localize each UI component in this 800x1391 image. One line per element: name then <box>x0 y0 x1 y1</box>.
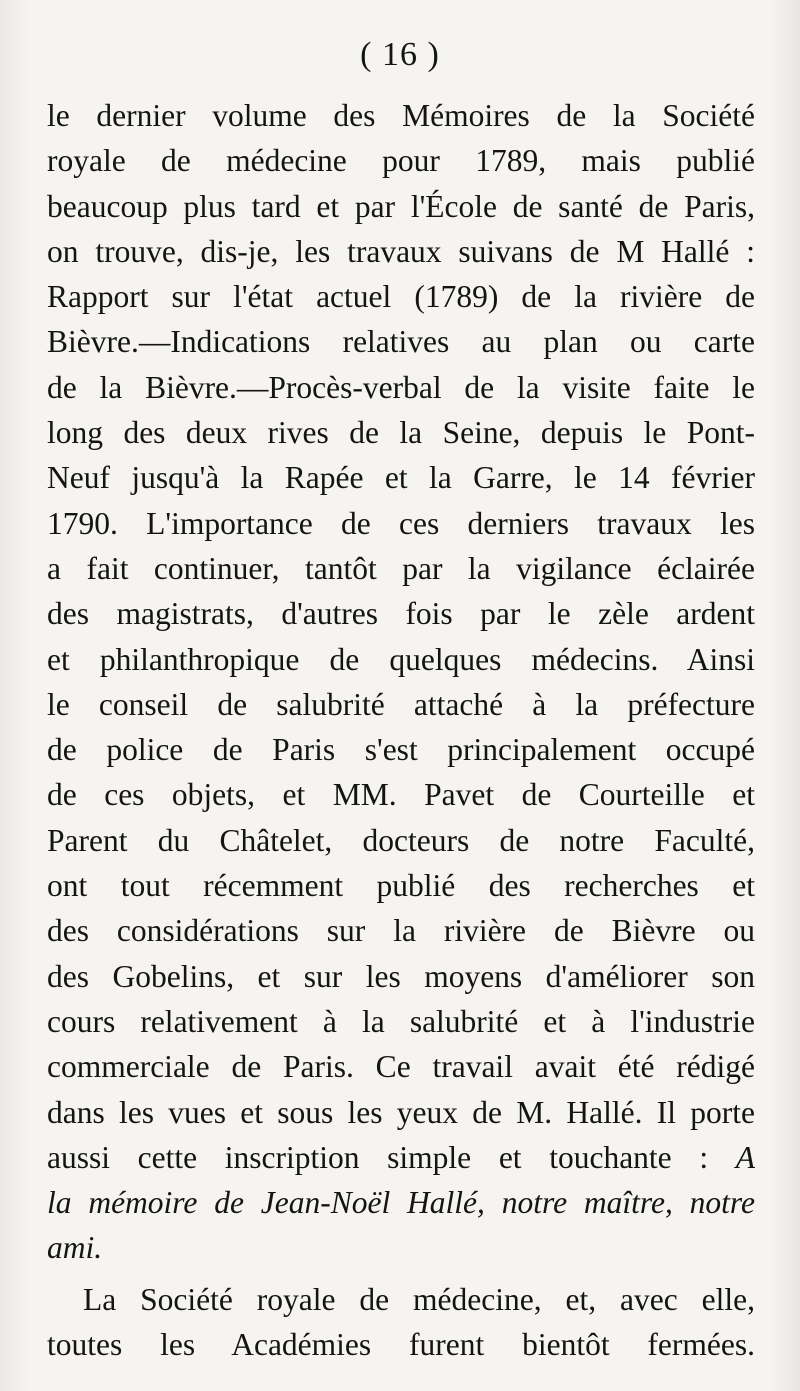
text-line: de police de Paris s'est principalement occupé <box>47 732 755 768</box>
text-line: on trouve, dis-je, les travaux suivans de M Hallé : <box>47 233 755 269</box>
text-line: a fait continuer, tantôt par la vigilance éclairée <box>47 550 755 586</box>
text-line: royale de médecine pour 1789, mais publié <box>47 143 755 179</box>
text-line: beaucoup plus tard et par l'École de santé de Paris, <box>47 188 755 224</box>
text-line: Bièvre.—Indications relatives au plan ou carte <box>47 324 755 360</box>
text-line: Neuf jusqu'à la Rapée et la Garre, le 14 février <box>47 460 755 496</box>
text-line: des magistrats, d'autres fois par le zèle ardent <box>47 596 755 632</box>
paragraph-1 <box>47 93 755 1271</box>
text-line: long des deux rives de la Seine, depuis le Pont- <box>47 415 755 451</box>
text-line: dans les vues et sous les yeux de M. Hallé. Il porte <box>47 1094 755 1130</box>
text-line: le conseil de salubrité attaché à la préfecture <box>47 686 755 722</box>
text-line: ont tout récemment publié des recherches et <box>47 868 755 904</box>
text-line: des considérations sur la rivière de Bièvre ou <box>47 913 755 949</box>
paragraph-2 <box>47 1277 755 1368</box>
text-line-mixed <box>47 1135 755 1180</box>
text-line: toutes les Académies furent bientôt fermées. <box>47 1327 755 1363</box>
italic-dedication: ami. <box>47 1230 103 1266</box>
text-line: le dernier volume des Mémoires de la Société <box>47 98 755 133</box>
roman-text: aussi cette inscription simple et touchante : <box>47 1139 709 1175</box>
italic-dedication: la mémoire de Jean-Noël Hallé, notre maître, notre <box>47 1185 755 1221</box>
page-body <box>47 93 755 1367</box>
text-line: Rapport sur l'état actuel (1789) de la rivière de <box>47 279 755 315</box>
text-line: de la Bièvre.—Procès-verbal de la visite faite le <box>47 369 755 405</box>
text-line: et philanthropique de quelques médecins. Ainsi <box>47 641 755 677</box>
text-line: Parent du Châtelet, docteurs de notre Faculté, <box>47 822 755 858</box>
text-line: 1790. L'importance de ces derniers travaux les <box>47 505 755 541</box>
page-number: ( 16 ) <box>360 36 440 73</box>
text-line: commerciale de Paris. Ce travail avait été rédigé <box>47 1049 755 1085</box>
text-line: La Société royale de médecine, et, avec elle, <box>83 1281 755 1317</box>
text-line: cours relativement à la salubrité et à l'industrie <box>47 1003 755 1039</box>
text-line: de ces objets, et MM. Pavet de Courteille et <box>47 777 755 813</box>
text-line: des Gobelins, et sur les moyens d'améliorer son <box>47 958 755 994</box>
italic-dedication: A <box>735 1139 755 1175</box>
